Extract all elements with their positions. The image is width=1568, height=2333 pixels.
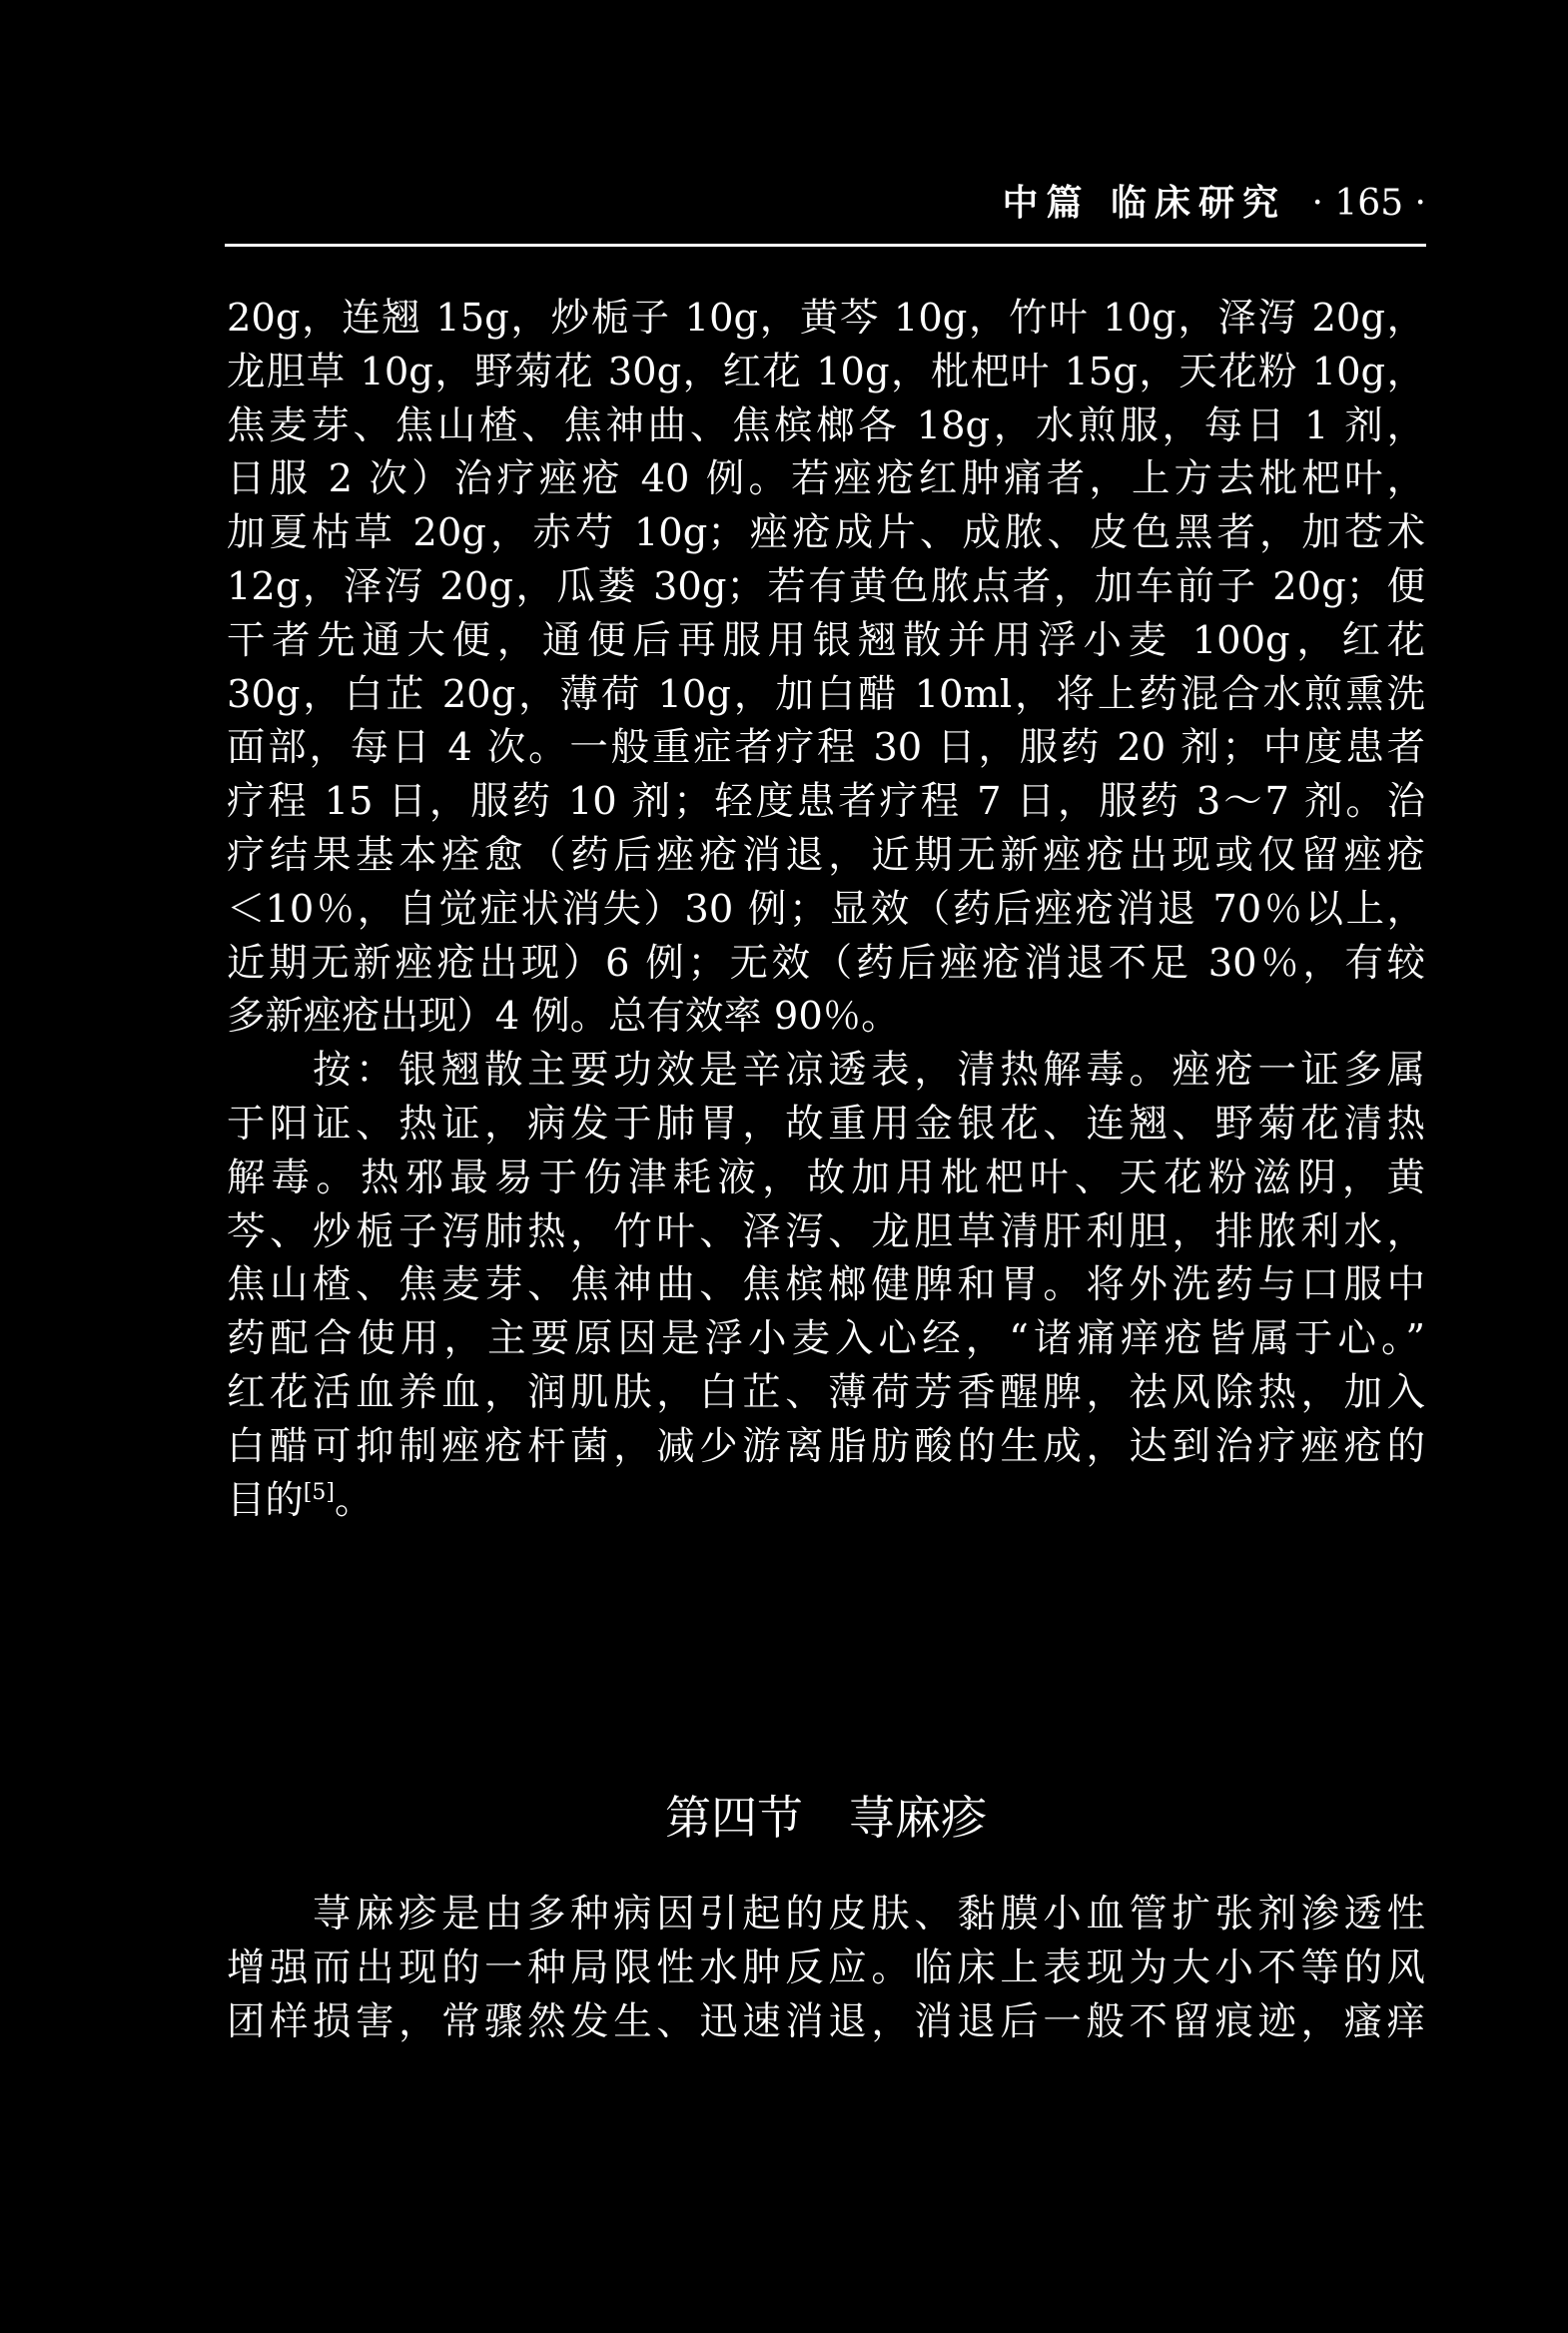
text-line: 干者先通大便，通便后再服用银翘散并用浮小麦 100g，红花: [227, 617, 1425, 663]
citation-reference: [5]: [303, 1479, 335, 1505]
paragraph-prescription-results: [227, 292, 1425, 1044]
running-header: [225, 178, 1426, 228]
text-line: 疗程 15 日，服药 10 剂；轻度患者疗程 7 日，服药 3～7 剂。治: [227, 779, 1425, 825]
text-line: 药配合使用，主要原因是浮小麦入心经，“诸痛痒疮皆属于心。”: [227, 1316, 1425, 1362]
text-line: 加夏枯草 20g，赤芍 10g；痤疮成片、成脓、皮色黑者，加苍术: [227, 510, 1425, 556]
text-line: 按：银翘散主要功效是辛凉透表，清热解毒。痤疮一证多属: [313, 1048, 1425, 1094]
text-line: 团样损害，常骤然发生、迅速消退，消退后一般不留痕迹，瘙痒: [227, 1998, 1425, 2044]
paragraph-commentary: [227, 1044, 1425, 1527]
page-number: · 165 ·: [1311, 183, 1426, 224]
running-header-title: 中篇 临床研究: [1002, 182, 1287, 224]
text-line: ＜10％，自觉症状消失）30 例；显效（药后痤疮消退 70％以上，: [227, 886, 1425, 932]
text-line: 芩、炒栀子泻肺热，竹叶、泽泻、龙胆草清肝利胆，排脓利水，: [227, 1208, 1425, 1254]
text-line: 面部，每日 4 次。一般重症者疗程 30 日，服药 20 剂；中度患者: [227, 725, 1425, 771]
text-line: 疗结果基本痊愈（药后痤疮消退，近期无新痤疮出现或仅留痤疮: [227, 832, 1425, 878]
text-line: 红花活血养血，润肌肤，白芷、薄荷芳香醒脾，祛风除热，加入: [227, 1369, 1425, 1415]
section-heading: 第四节 荨麻疹: [665, 1791, 987, 1845]
text-line: 日服 2 次）治疗痤疮 40 例。若痤疮红肿痛者，上方去枇杷叶，: [227, 456, 1425, 502]
text-line: 白醋可抑制痤疮杆菌，减少游离脂肪酸的生成，达到治疗痤疮的: [227, 1423, 1425, 1469]
text-line: 30g，白芷 20g，薄荷 10g，加白醋 10ml，将上药混合水煎熏洗: [227, 671, 1425, 717]
final-line-text: 目的: [227, 1477, 304, 1523]
text-line: 荨麻疹是由多种病因引起的皮肤、黏膜小血管扩张剂渗透性: [313, 1892, 1425, 1937]
final-line-punctuation: 。: [334, 1477, 374, 1523]
text-line: 解毒。热邪最易于伤津耗液，故加用枇杷叶、天花粉滋阴，黄: [227, 1155, 1425, 1200]
text-line: 20g，连翘 15g，炒栀子 10g，黄芩 10g，竹叶 10g，泽泻 20g，: [227, 296, 1425, 341]
body-text-section: [227, 1888, 1425, 2048]
text-line: 焦山楂、焦麦芽、焦神曲、焦槟榔健脾和胃。将外洗药与口服中: [227, 1262, 1425, 1308]
text-line: 增强而出现的一种局限性水肿反应。临床上表现为大小不等的风: [227, 1944, 1425, 1990]
text-line: 多新痤疮出现）4 例。总有效率 90％。: [227, 994, 900, 1040]
text-line: 12g，泽泻 20g，瓜蒌 30g；若有黄色脓点者，加车前子 20g；便: [227, 563, 1425, 609]
text-line: 近期无新痤疮出现）6 例；无效（药后痤疮消退不足 30％，有较: [227, 940, 1425, 986]
body-text: [227, 292, 1425, 1527]
text-line: 焦麦芽、焦山楂、焦神曲、焦槟榔各 18g，水煎服，每日 1 剂，: [227, 402, 1425, 448]
header-rule: [225, 244, 1426, 247]
text-line-final: [227, 1474, 1425, 1528]
text-line: 龙胆草 10g，野菊花 30g，红花 10g，枇杷叶 15g，天花粉 10g，: [227, 349, 1425, 394]
text-line: 于阳证、热证，病发于肺胃，故重用金银花、连翘、野菊花清热: [227, 1101, 1425, 1147]
